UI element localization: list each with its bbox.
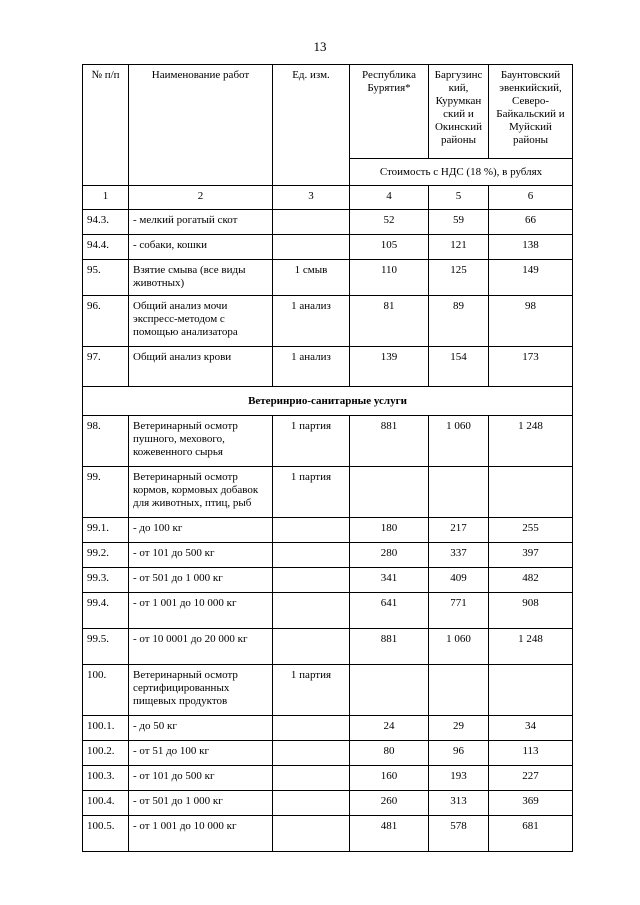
row-number: 100.3. (83, 766, 129, 791)
row-price-baunt: 227 (489, 766, 573, 791)
row-work-name: - собаки, кошки (129, 235, 273, 260)
row-price-republic: 52 (350, 210, 429, 235)
row-unit (273, 235, 350, 260)
row-number: 95. (83, 260, 129, 296)
table-row (83, 741, 573, 766)
row-unit: 1 анализ (273, 347, 350, 387)
row-work-name: - от 101 до 500 кг (129, 543, 273, 568)
row-price-republic: 160 (350, 766, 429, 791)
table-row (83, 296, 573, 347)
row-price-baunt: 1 248 (489, 629, 573, 665)
row-price-barguzin (429, 665, 489, 716)
row-price-republic: 180 (350, 518, 429, 543)
table-row (83, 629, 573, 665)
row-number: 98. (83, 416, 129, 467)
row-unit (273, 741, 350, 766)
row-unit: 1 анализ (273, 296, 350, 347)
row-number: 96. (83, 296, 129, 347)
row-price-republic: 24 (350, 716, 429, 741)
column-number-cell: 1 (83, 186, 129, 210)
table-row (83, 716, 573, 741)
row-price-baunt: 149 (489, 260, 573, 296)
row-number: 100.4. (83, 791, 129, 816)
row-work-name: - мелкий рогатый скот (129, 210, 273, 235)
row-work-name: Ветеринарный осмотр пушного, мехового, кожевенного сырья (129, 416, 273, 467)
section-title: Ветеринрио-санитарные услуги (83, 387, 573, 416)
row-price-barguzin: 59 (429, 210, 489, 235)
row-unit: 1 смыв (273, 260, 350, 296)
row-price-republic: 881 (350, 629, 429, 665)
row-work-name: Ветеринарный осмотр сертифицированных пищевых продуктов (129, 665, 273, 716)
row-price-baunt (489, 665, 573, 716)
row-price-baunt: 173 (489, 347, 573, 387)
row-price-republic (350, 467, 429, 518)
row-unit (273, 543, 350, 568)
table-row (83, 235, 573, 260)
table-row (83, 593, 573, 629)
row-unit (273, 629, 350, 665)
row-price-barguzin: 337 (429, 543, 489, 568)
header-number: № п/п (83, 65, 129, 186)
row-price-barguzin (429, 467, 489, 518)
section-row (83, 387, 573, 416)
row-price-republic: 341 (350, 568, 429, 593)
table-row (83, 816, 573, 852)
row-price-republic: 260 (350, 791, 429, 816)
page-number: 13 (313, 39, 327, 54)
row-price-baunt: 681 (489, 816, 573, 852)
row-number: 99.3. (83, 568, 129, 593)
row-unit (273, 568, 350, 593)
row-price-barguzin: 1 060 (429, 416, 489, 467)
table-row (83, 467, 573, 518)
row-unit (273, 766, 350, 791)
row-price-barguzin: 409 (429, 568, 489, 593)
row-number: 99. (83, 467, 129, 518)
row-number: 99.5. (83, 629, 129, 665)
row-work-name: Общий анализ мочи экспресс-методом с помощью анализатора (129, 296, 273, 347)
row-price-republic: 81 (350, 296, 429, 347)
row-price-barguzin: 1 060 (429, 629, 489, 665)
row-unit (273, 816, 350, 852)
row-price-barguzin: 217 (429, 518, 489, 543)
row-price-baunt: 66 (489, 210, 573, 235)
table-row (83, 416, 573, 467)
table-row (83, 791, 573, 816)
row-unit (273, 791, 350, 816)
row-unit (273, 593, 350, 629)
row-price-barguzin: 29 (429, 716, 489, 741)
row-work-name: - от 501 до 1 000 кг (129, 791, 273, 816)
row-work-name: - до 100 кг (129, 518, 273, 543)
column-number-cell: 3 (273, 186, 350, 210)
row-price-republic: 881 (350, 416, 429, 467)
price-table (82, 64, 573, 852)
column-number-cell: 4 (350, 186, 429, 210)
header-unit: Ед. изм. (273, 65, 350, 186)
row-price-baunt: 34 (489, 716, 573, 741)
row-unit: 1 партия (273, 467, 350, 518)
row-work-name: Ветеринарный осмотр кормов, кормовых добавок для животных, птиц, рыб (129, 467, 273, 518)
table-row (83, 260, 573, 296)
row-price-barguzin: 121 (429, 235, 489, 260)
table-row (83, 766, 573, 791)
table-row (83, 665, 573, 716)
row-price-baunt: 98 (489, 296, 573, 347)
row-work-name: - от 1 001 до 10 000 кг (129, 593, 273, 629)
row-number: 94.4. (83, 235, 129, 260)
row-number: 100.2. (83, 741, 129, 766)
column-number-row (83, 186, 573, 210)
row-price-republic: 139 (350, 347, 429, 387)
row-price-baunt: 1 248 (489, 416, 573, 467)
row-work-name: - от 501 до 1 000 кг (129, 568, 273, 593)
header-barguzin: Баргузинс кий, Курумкан ский и Окинский районы (429, 65, 489, 159)
row-work-name: Общий анализ крови (129, 347, 273, 387)
row-number: 100. (83, 665, 129, 716)
row-work-name: Взятие смыва (все виды животных) (129, 260, 273, 296)
row-number: 99.1. (83, 518, 129, 543)
table-row (83, 347, 573, 387)
row-price-baunt (489, 467, 573, 518)
row-price-barguzin: 154 (429, 347, 489, 387)
column-number-cell: 6 (489, 186, 573, 210)
row-unit: 1 партия (273, 665, 350, 716)
row-price-barguzin: 89 (429, 296, 489, 347)
row-unit (273, 518, 350, 543)
row-number: 99.4. (83, 593, 129, 629)
row-work-name: - до 50 кг (129, 716, 273, 741)
column-number-cell: 2 (129, 186, 273, 210)
row-price-republic (350, 665, 429, 716)
row-price-republic: 110 (350, 260, 429, 296)
row-number: 100.1. (83, 716, 129, 741)
row-unit (273, 210, 350, 235)
header-cost-note: Стоимость с НДС (18 %), в рублях (350, 159, 573, 186)
row-number: 94.3. (83, 210, 129, 235)
row-number: 97. (83, 347, 129, 387)
column-number-cell: 5 (429, 186, 489, 210)
row-work-name: - от 10 0001 до 20 000 кг (129, 629, 273, 665)
row-price-barguzin: 313 (429, 791, 489, 816)
row-price-republic: 280 (350, 543, 429, 568)
header-work-name: Наименование работ (129, 65, 273, 186)
row-price-barguzin: 125 (429, 260, 489, 296)
row-number: 99.2. (83, 543, 129, 568)
row-unit (273, 716, 350, 741)
row-price-baunt: 255 (489, 518, 573, 543)
row-price-barguzin: 578 (429, 816, 489, 852)
row-work-name: - от 1 001 до 10 000 кг (129, 816, 273, 852)
row-price-baunt: 908 (489, 593, 573, 629)
row-price-republic: 80 (350, 741, 429, 766)
row-price-baunt: 369 (489, 791, 573, 816)
row-price-baunt: 397 (489, 543, 573, 568)
row-price-barguzin: 96 (429, 741, 489, 766)
row-price-baunt: 482 (489, 568, 573, 593)
header-republic: Республика Бурятия* (350, 65, 429, 159)
table-row (83, 543, 573, 568)
row-unit: 1 партия (273, 416, 350, 467)
table-row (83, 210, 573, 235)
row-price-baunt: 138 (489, 235, 573, 260)
row-work-name: - от 101 до 500 кг (129, 766, 273, 791)
row-price-republic: 641 (350, 593, 429, 629)
row-number: 100.5. (83, 816, 129, 852)
row-work-name: - от 51 до 100 кг (129, 741, 273, 766)
row-price-republic: 105 (350, 235, 429, 260)
row-price-republic: 481 (350, 816, 429, 852)
row-price-barguzin: 771 (429, 593, 489, 629)
header-baunt: Баунтовский эвенкийский, Северо-Байкальский и Муйский районы (489, 65, 573, 159)
table-row (83, 568, 573, 593)
table-row (83, 518, 573, 543)
row-price-barguzin: 193 (429, 766, 489, 791)
row-price-baunt: 113 (489, 741, 573, 766)
